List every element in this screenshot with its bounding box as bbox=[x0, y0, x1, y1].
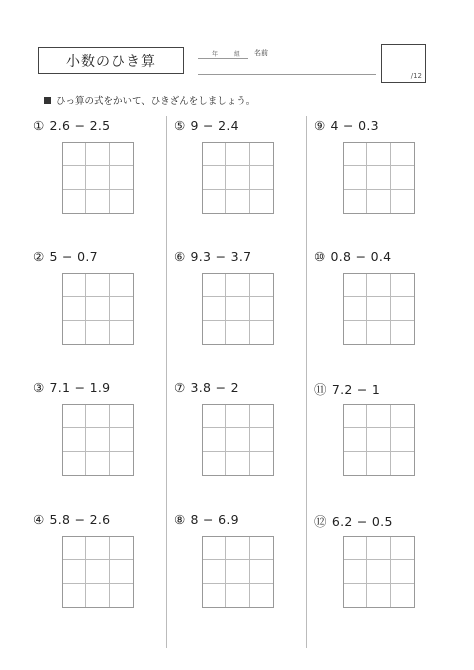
answer-grid-cell[interactable] bbox=[226, 297, 249, 320]
answer-grid-cell[interactable] bbox=[226, 560, 249, 583]
problem-number: ⑩ bbox=[314, 249, 326, 264]
class-label: 組 bbox=[234, 51, 241, 58]
answer-grid[interactable] bbox=[62, 404, 134, 476]
answer-grid-cell[interactable] bbox=[86, 560, 109, 583]
problem-9 bbox=[314, 118, 434, 238]
problem-label bbox=[314, 249, 391, 264]
problem-number: ⑪ bbox=[314, 382, 327, 397]
answer-grid-cell[interactable] bbox=[391, 274, 414, 297]
answer-grid-cell[interactable] bbox=[391, 405, 414, 428]
answer-grid-cell[interactable] bbox=[344, 143, 367, 166]
answer-grid-cell[interactable] bbox=[250, 428, 273, 451]
answer-grid-cell[interactable] bbox=[367, 537, 390, 560]
answer-grid-cell[interactable] bbox=[63, 560, 86, 583]
answer-grid-cell[interactable] bbox=[63, 321, 86, 344]
problem-expression: 9 − 2.4 bbox=[190, 118, 239, 133]
answer-grid[interactable] bbox=[202, 536, 274, 608]
answer-grid-cell[interactable] bbox=[86, 405, 109, 428]
answer-grid-cell[interactable] bbox=[367, 190, 390, 213]
answer-grid-cell[interactable] bbox=[391, 584, 414, 607]
answer-grid-cell[interactable] bbox=[203, 560, 226, 583]
problem-expression: 7.2 − 1 bbox=[331, 382, 381, 397]
instruction-text: ひっ算の式をかいて、ひきざんをしましょう。 bbox=[56, 96, 256, 107]
problem-label bbox=[174, 249, 251, 264]
answer-grid-cell[interactable] bbox=[63, 190, 86, 213]
answer-grid-cell[interactable] bbox=[226, 166, 249, 189]
answer-grid-cell[interactable] bbox=[203, 321, 226, 344]
answer-grid[interactable] bbox=[62, 142, 134, 214]
answer-grid-cell[interactable] bbox=[367, 560, 390, 583]
name-label: 名前 bbox=[254, 49, 268, 57]
answer-grid-cell[interactable] bbox=[391, 190, 414, 213]
answer-grid[interactable] bbox=[62, 536, 134, 608]
answer-grid[interactable] bbox=[343, 273, 415, 345]
answer-grid-cell[interactable] bbox=[250, 321, 273, 344]
grade-class-underline bbox=[198, 58, 248, 59]
answer-grid-cell[interactable] bbox=[367, 584, 390, 607]
problem-3 bbox=[33, 380, 153, 500]
answer-grid-cell[interactable] bbox=[367, 274, 390, 297]
problem-12 bbox=[314, 512, 434, 632]
answer-grid-cell[interactable] bbox=[203, 297, 226, 320]
answer-grid[interactable] bbox=[343, 142, 415, 214]
problem-4 bbox=[33, 512, 153, 632]
answer-grid-cell[interactable] bbox=[226, 274, 249, 297]
answer-grid-cell[interactable] bbox=[86, 143, 109, 166]
problem-expression: 3.8 − 2 bbox=[190, 380, 239, 395]
answer-grid-cell[interactable] bbox=[226, 537, 249, 560]
problem-5 bbox=[174, 118, 294, 238]
worksheet-title: 小数のひき算 bbox=[38, 47, 184, 74]
answer-grid-cell[interactable] bbox=[110, 405, 133, 428]
answer-grid-cell[interactable] bbox=[367, 297, 390, 320]
column-divider-2 bbox=[306, 116, 307, 648]
answer-grid-cell[interactable] bbox=[63, 405, 86, 428]
answer-grid[interactable] bbox=[202, 142, 274, 214]
answer-grid-cell[interactable] bbox=[86, 166, 109, 189]
answer-grid-cell[interactable] bbox=[203, 428, 226, 451]
problem-6 bbox=[174, 249, 294, 369]
answer-grid-cell[interactable] bbox=[367, 452, 390, 475]
instruction bbox=[44, 93, 255, 107]
answer-grid-cell[interactable] bbox=[344, 166, 367, 189]
problem-label bbox=[174, 380, 239, 395]
answer-grid-cell[interactable] bbox=[110, 452, 133, 475]
problem-number: ⑧ bbox=[174, 512, 186, 527]
answer-grid[interactable] bbox=[202, 273, 274, 345]
answer-grid-cell[interactable] bbox=[203, 143, 226, 166]
answer-grid-cell[interactable] bbox=[86, 537, 109, 560]
answer-grid-cell[interactable] bbox=[110, 537, 133, 560]
score-total: /12 bbox=[410, 72, 422, 80]
answer-grid-cell[interactable] bbox=[344, 428, 367, 451]
answer-grid-cell[interactable] bbox=[367, 428, 390, 451]
problem-number: ⑨ bbox=[314, 118, 326, 133]
answer-grid-cell[interactable] bbox=[110, 166, 133, 189]
answer-grid-cell[interactable] bbox=[226, 584, 249, 607]
answer-grid-cell[interactable] bbox=[110, 143, 133, 166]
answer-grid-cell[interactable] bbox=[250, 537, 273, 560]
answer-grid-cell[interactable] bbox=[203, 190, 226, 213]
answer-grid-cell[interactable] bbox=[391, 297, 414, 320]
answer-grid-cell[interactable] bbox=[367, 143, 390, 166]
problem-number: ⑤ bbox=[174, 118, 186, 133]
answer-grid-cell[interactable] bbox=[391, 166, 414, 189]
answer-grid-cell[interactable] bbox=[250, 297, 273, 320]
answer-grid-cell[interactable] bbox=[344, 297, 367, 320]
answer-grid-cell[interactable] bbox=[344, 321, 367, 344]
problem-11 bbox=[314, 380, 434, 500]
problem-expression: 0.8 − 0.4 bbox=[330, 249, 392, 264]
answer-grid-cell[interactable] bbox=[226, 143, 249, 166]
answer-grid-cell[interactable] bbox=[63, 166, 86, 189]
problem-number: ⑥ bbox=[174, 249, 186, 264]
answer-grid-cell[interactable] bbox=[344, 190, 367, 213]
problem-expression: 4 − 0.3 bbox=[330, 118, 379, 133]
problem-expression: 5.8 − 2.6 bbox=[49, 512, 111, 527]
answer-grid-cell[interactable] bbox=[63, 428, 86, 451]
answer-grid-cell[interactable] bbox=[63, 452, 86, 475]
answer-grid-cell[interactable] bbox=[86, 584, 109, 607]
problem-number: ⑦ bbox=[174, 380, 186, 395]
answer-grid-cell[interactable] bbox=[391, 537, 414, 560]
answer-grid-cell[interactable] bbox=[344, 452, 367, 475]
answer-grid-cell[interactable] bbox=[391, 560, 414, 583]
name-underline[interactable] bbox=[198, 74, 376, 75]
answer-grid-cell[interactable] bbox=[203, 274, 226, 297]
answer-grid-cell[interactable] bbox=[63, 143, 86, 166]
problem-expression: 6.2 − 0.5 bbox=[331, 514, 393, 529]
answer-grid-cell[interactable] bbox=[110, 428, 133, 451]
answer-grid[interactable] bbox=[343, 536, 415, 608]
answer-grid-cell[interactable] bbox=[226, 321, 249, 344]
problem-number: ① bbox=[33, 118, 45, 133]
answer-grid-cell[interactable] bbox=[86, 452, 109, 475]
problem-7 bbox=[174, 380, 294, 500]
problem-expression: 8 − 6.9 bbox=[190, 512, 239, 527]
problem-label bbox=[314, 118, 379, 133]
answer-grid-cell[interactable] bbox=[344, 584, 367, 607]
problem-2 bbox=[33, 249, 153, 369]
answer-grid-cell[interactable] bbox=[250, 143, 273, 166]
problem-expression: 7.1 − 1.9 bbox=[49, 380, 111, 395]
answer-grid-cell[interactable] bbox=[226, 428, 249, 451]
answer-grid-cell[interactable] bbox=[391, 452, 414, 475]
answer-grid-cell[interactable] bbox=[367, 405, 390, 428]
answer-grid-cell[interactable] bbox=[391, 428, 414, 451]
answer-grid-cell[interactable] bbox=[203, 405, 226, 428]
problem-label bbox=[33, 380, 110, 395]
answer-grid-cell[interactable] bbox=[63, 537, 86, 560]
answer-grid-cell[interactable] bbox=[110, 190, 133, 213]
answer-grid-cell[interactable] bbox=[203, 537, 226, 560]
answer-grid-cell[interactable] bbox=[250, 190, 273, 213]
problem-label bbox=[314, 512, 393, 530]
problem-label bbox=[33, 118, 110, 133]
answer-grid-cell[interactable] bbox=[344, 560, 367, 583]
answer-grid-cell[interactable] bbox=[203, 452, 226, 475]
answer-grid-cell[interactable] bbox=[86, 274, 109, 297]
answer-grid-cell[interactable] bbox=[203, 584, 226, 607]
problem-number: ④ bbox=[33, 512, 45, 527]
answer-grid-cell[interactable] bbox=[344, 274, 367, 297]
problem-8 bbox=[174, 512, 294, 632]
answer-grid-cell[interactable] bbox=[63, 584, 86, 607]
answer-grid[interactable] bbox=[343, 404, 415, 476]
answer-grid-cell[interactable] bbox=[250, 452, 273, 475]
answer-grid-cell[interactable] bbox=[110, 297, 133, 320]
problem-1 bbox=[33, 118, 153, 238]
column-divider-1 bbox=[166, 116, 167, 648]
problem-expression: 9.3 − 3.7 bbox=[190, 249, 252, 264]
answer-grid-cell[interactable] bbox=[250, 584, 273, 607]
problem-10 bbox=[314, 249, 434, 369]
grade-class-name-area bbox=[198, 44, 378, 76]
problem-number: ⑫ bbox=[314, 514, 327, 529]
answer-grid-cell[interactable] bbox=[250, 274, 273, 297]
answer-grid-cell[interactable] bbox=[110, 274, 133, 297]
answer-grid-cell[interactable] bbox=[344, 537, 367, 560]
problem-expression: 5 − 0.7 bbox=[49, 249, 98, 264]
score-box[interactable] bbox=[381, 44, 426, 83]
answer-grid-cell[interactable] bbox=[250, 166, 273, 189]
answer-grid-cell[interactable] bbox=[86, 428, 109, 451]
answer-grid-cell[interactable] bbox=[226, 190, 249, 213]
answer-grid-cell[interactable] bbox=[63, 274, 86, 297]
answer-grid-cell[interactable] bbox=[344, 405, 367, 428]
answer-grid-cell[interactable] bbox=[86, 321, 109, 344]
square-bullet-icon bbox=[44, 97, 51, 104]
answer-grid-cell[interactable] bbox=[391, 143, 414, 166]
answer-grid-cell[interactable] bbox=[63, 297, 86, 320]
answer-grid-cell[interactable] bbox=[203, 166, 226, 189]
answer-grid-cell[interactable] bbox=[110, 560, 133, 583]
answer-grid-cell[interactable] bbox=[86, 297, 109, 320]
problem-number: ③ bbox=[33, 380, 45, 395]
answer-grid-cell[interactable] bbox=[250, 405, 273, 428]
grade-label: 年 bbox=[212, 51, 219, 58]
answer-grid[interactable] bbox=[62, 273, 134, 345]
answer-grid-cell[interactable] bbox=[110, 321, 133, 344]
answer-grid-cell[interactable] bbox=[367, 166, 390, 189]
problem-label bbox=[33, 512, 110, 527]
problem-label bbox=[174, 512, 239, 527]
problem-label bbox=[33, 249, 98, 264]
answer-grid-cell[interactable] bbox=[110, 584, 133, 607]
answer-grid-cell[interactable] bbox=[250, 560, 273, 583]
problem-label bbox=[314, 380, 380, 398]
answer-grid-cell[interactable] bbox=[86, 190, 109, 213]
problem-expression: 2.6 − 2.5 bbox=[49, 118, 111, 133]
answer-grid-cell[interactable] bbox=[226, 405, 249, 428]
answer-grid-cell[interactable] bbox=[367, 321, 390, 344]
answer-grid-cell[interactable] bbox=[391, 321, 414, 344]
problem-label bbox=[174, 118, 239, 133]
problem-number: ② bbox=[33, 249, 45, 264]
answer-grid-cell[interactable] bbox=[226, 452, 249, 475]
answer-grid[interactable] bbox=[202, 404, 274, 476]
